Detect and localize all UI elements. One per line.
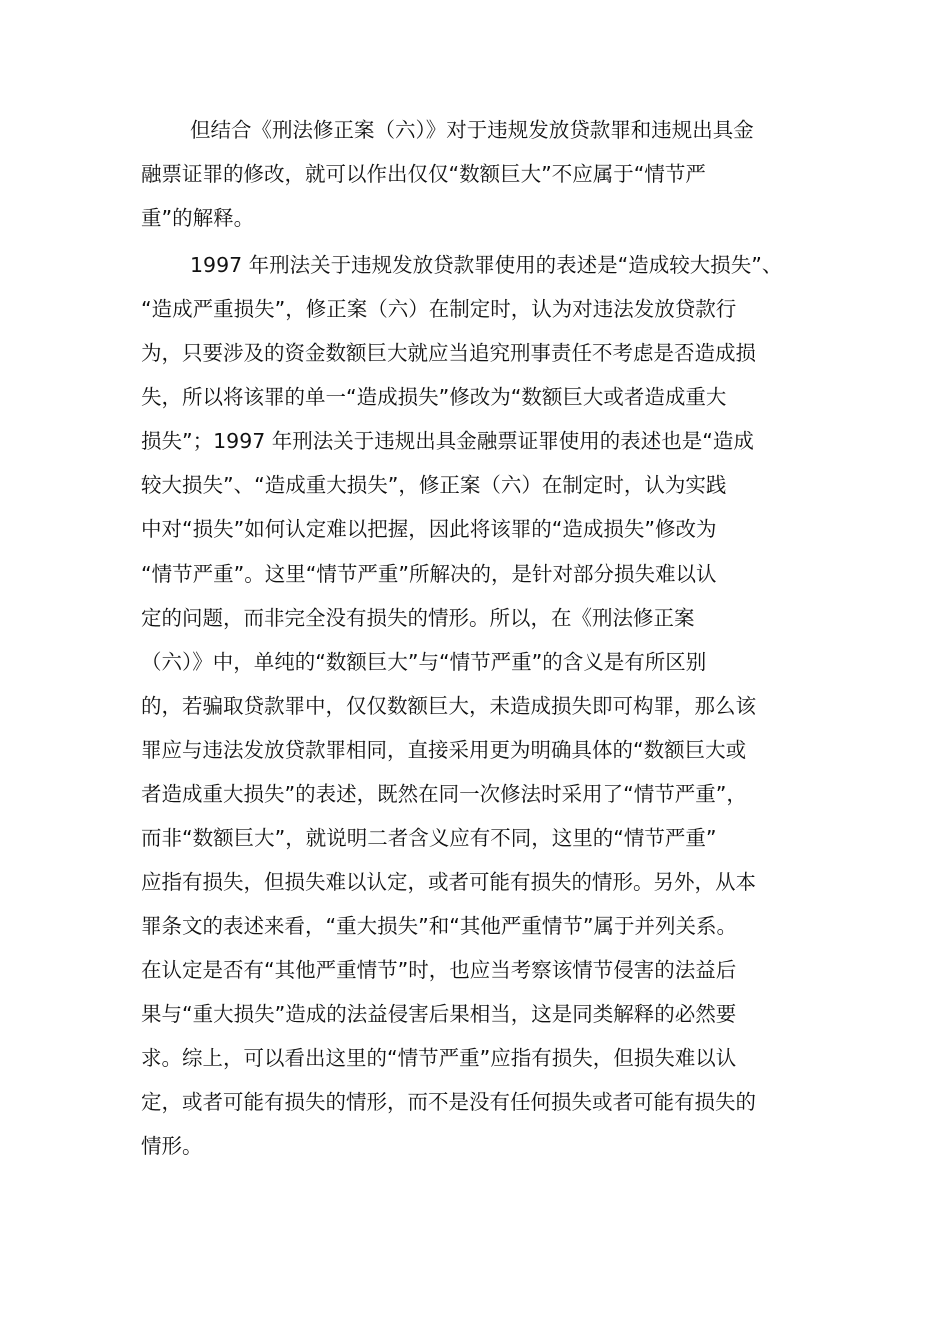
paragraph-1-line-1: 但结合《刑法修正案（六）》对于违规发放贷款罪和违规出具金: [190, 118, 754, 142]
paragraph-2-line-14: 而非“数额巨大”，就说明二者含义应有不同，这里的“情节严重”: [141, 826, 717, 850]
paragraph-2-line-19: 求。综上，可以看出这里的“情节严重”应指有损失，但损失难以认: [141, 1046, 737, 1070]
paragraph-2-line-2: “造成严重损失”，修正案（六）在制定时，认为对违法发放贷款行: [141, 297, 737, 321]
paragraph-1-line-3: 重”的解释。: [141, 206, 255, 230]
paragraph-2-line-6: 较大损失”、“造成重大损失”，修正案（六）在制定时，认为实践: [141, 473, 727, 497]
paragraph-2-line-3: 为，只要涉及的资金数额巨大就应当追究刑事责任不考虑是否造成损: [141, 341, 756, 365]
paragraph-1-line-2: 融票证罪的修改，就可以作出仅仅“数额巨大”不应属于“情节严: [141, 162, 706, 186]
paragraph-2-line-15: 应指有损失，但损失难以认定，或者可能有损失的情形。另外，从本: [141, 870, 756, 894]
paragraph-2-line-7: 中对“损失”如何认定难以把握，因此将该罪的“造成损失”修改为: [141, 517, 717, 541]
paragraph-2-line-12: 罪应与违法发放贷款罪相同，直接采用更为明确具体的“数额巨大或: [141, 738, 747, 762]
paragraph-2-line-1: 1997 年刑法关于违规发放贷款罪使用的表述是“造成较大损失”、: [190, 253, 783, 277]
paragraph-2-line-21: 情形。: [141, 1134, 203, 1158]
paragraph-2-line-16: 罪条文的表述来看，“重大损失”和“其他严重情节”属于并列关系。: [141, 914, 737, 938]
paragraph-2-line-18: 果与“重大损失”造成的法益侵害后果相当，这是同类解释的必然要: [141, 1002, 737, 1026]
paragraph-2-line-13: 者造成重大损失”的表述，既然在同一次修法时采用了“情节严重”，: [141, 782, 747, 806]
paragraph-2-line-17: 在认定是否有“其他严重情节”时，也应当考察该情节侵害的法益后: [141, 958, 737, 982]
paragraph-2-line-11: 的，若骗取贷款罪中，仅仅数额巨大，未造成损失即可构罪，那么该: [141, 694, 756, 718]
paragraph-2-line-5: 损失”；1997 年刑法关于违规出具金融票证罪使用的表述也是“造成: [141, 429, 754, 453]
paragraph-2-line-9: 定的问题，而非完全没有损失的情形。所以，在《刑法修正案: [141, 606, 695, 630]
paragraph-2-line-4: 失，所以将该罪的单一“造成损失”修改为“数额巨大或者造成重大: [141, 385, 727, 409]
paragraph-2-line-20: 定，或者可能有损失的情形，而不是没有任何损失或者可能有损失的: [141, 1090, 756, 1114]
paragraph-2-line-8: “情节严重”。这里“情节严重”所解决的，是针对部分损失难以认: [141, 562, 717, 586]
paragraph-2-line-10: （六）》中，单纯的“数额巨大”与“情节严重”的含义是有所区别: [141, 650, 707, 674]
